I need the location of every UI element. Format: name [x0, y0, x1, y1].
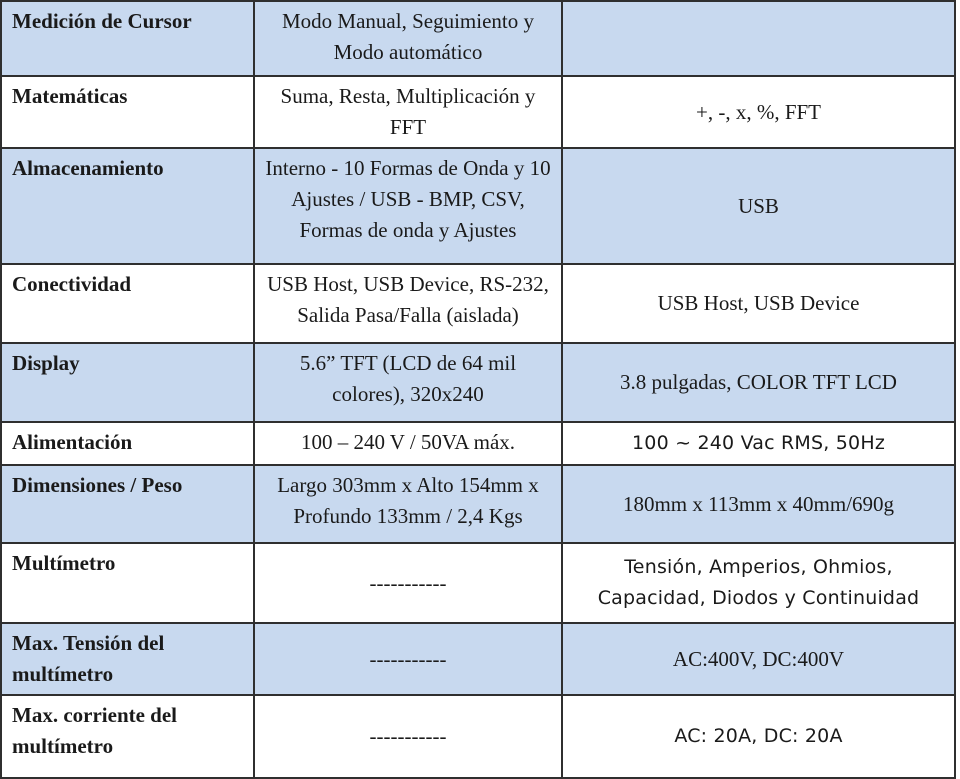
- row-label: Dimensiones / Peso: [1, 465, 254, 543]
- cell-value-b: Tensión, Amperios, Ohmios, Capacidad, Diodos y Continuidad: [562, 543, 955, 623]
- table-row: [1, 695, 955, 778]
- table-row: [1, 465, 955, 543]
- cell-value-a: -----------: [254, 695, 562, 778]
- table-row: [1, 623, 955, 695]
- cell-value-b: 180mm x 113mm x 40mm/690g: [562, 465, 955, 543]
- cell-value-b: 3.8 pulgadas, COLOR TFT LCD: [562, 343, 955, 422]
- cell-value-a: Modo Manual, Seguimiento y Modo automático: [254, 1, 562, 76]
- table-row: [1, 264, 955, 343]
- cell-value-a: Interno - 10 Formas de Onda y 10 Ajustes / USB - BMP, CSV, Formas de onda y Ajustes: [254, 148, 562, 264]
- row-label: Alimentación: [1, 422, 254, 465]
- cell-value-b: AC: 20A, DC: 20A: [562, 695, 955, 778]
- table-row: [1, 1, 955, 76]
- cell-value-a: Suma, Resta, Multiplicación y FFT: [254, 76, 562, 148]
- cell-value-a: -----------: [254, 543, 562, 623]
- row-label: Matemáticas: [1, 76, 254, 148]
- row-label: Display: [1, 343, 254, 422]
- cell-value-a: 5.6” TFT (LCD de 64 mil colores), 320x240: [254, 343, 562, 422]
- cell-value-a: 100 – 240 V / 50VA máx.: [254, 422, 562, 465]
- cell-value-b: AC:400V, DC:400V: [562, 623, 955, 695]
- row-label: Medición de Cursor: [1, 1, 254, 76]
- cell-value-a: -----------: [254, 623, 562, 695]
- table-row: [1, 76, 955, 148]
- row-label: Max. corriente del multímetro: [1, 695, 254, 778]
- row-label: Max. Tensión del multímetro: [1, 623, 254, 695]
- cell-value-a: Largo 303mm x Alto 154mm x Profundo 133mm / 2,4 Kgs: [254, 465, 562, 543]
- table-row: [1, 343, 955, 422]
- table-row: [1, 148, 955, 264]
- cell-value-a: USB Host, USB Device, RS-232, Salida Pasa/Falla (aislada): [254, 264, 562, 343]
- cell-value-b: [562, 1, 955, 76]
- row-label: Conectividad: [1, 264, 254, 343]
- row-label: Multímetro: [1, 543, 254, 623]
- table-row: [1, 543, 955, 623]
- table-row: [1, 422, 955, 465]
- page-edge: [956, 0, 960, 720]
- cell-value-b: USB: [562, 148, 955, 264]
- cell-value-b: 100 ~ 240 Vac RMS, 50Hz: [562, 422, 955, 465]
- row-label: Almacenamiento: [1, 148, 254, 264]
- cell-value-b: +, -, x, %, FFT: [562, 76, 955, 148]
- cell-value-b: USB Host, USB Device: [562, 264, 955, 343]
